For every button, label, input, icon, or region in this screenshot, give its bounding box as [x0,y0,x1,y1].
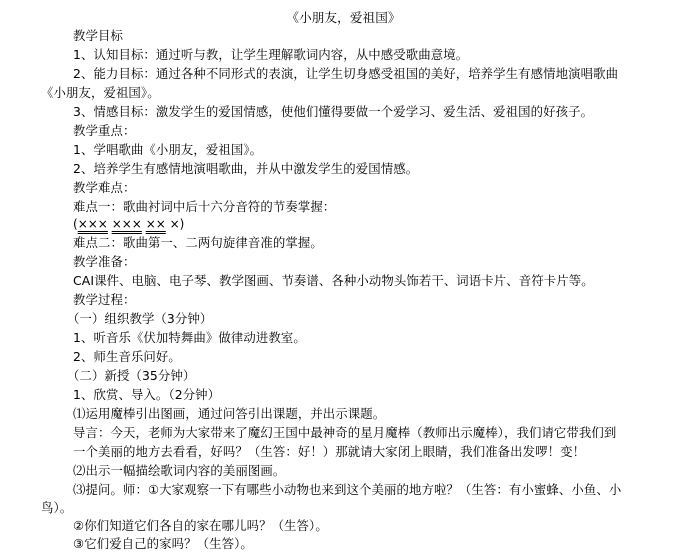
substep-3-cont: 鸟）。 [41,500,73,515]
heading-objectives: 教学目标 [73,28,123,43]
rhythm-open: ( [73,217,78,231]
new-lesson-step-1: 1、欣赏、导入。（2分钟） [73,387,221,402]
rhythm-group-1: ××× [77,217,108,231]
organize-step-1: 1、听音乐《伏加特舞曲》做律动进教室。 [73,330,306,345]
section-organize: （一）组织教学（3分钟） [67,311,213,326]
substep-1: ⑴运用魔棒引出图画，通过问答引出课题，并出示课题。 [73,406,386,421]
question-3: ③它们爱自己的家吗？（生答）。 [73,536,253,551]
heading-key-points: 教学重点： [73,123,136,138]
difficulty-2: 难点二：歌曲第一、二两句旋律音准的掌握。 [73,235,323,250]
question-2: ②你们知道它们各自的家在哪儿吗？（生答）。 [73,518,328,533]
key-point-1: 1、学唱歌曲《小朋友，爱祖国》。 [73,142,263,157]
rhythm-group-3: ×× [145,217,166,231]
preparation-list: CAI课件、电脑、电子琴、教学图画、节奏谱、各种小动物头饰若干、词语卡片、音符卡片等。 [73,273,594,288]
substep-2: ⑵出示一幅描绘歌词内容的美丽图画。 [73,463,286,478]
heading-process: 教学过程： [73,292,136,307]
difficulty-1: 难点一：歌曲衬词中后十六分音符的节奏掌握： [73,199,336,214]
objective-cognitive: 1、认知目标：通过听与教，让学生理解歌词内容，从中感受歌曲意境。 [73,47,469,62]
rhythm-group-2: ××× [111,217,142,231]
intro-line-2: 一个美丽的地方去看看，好吗？（生答：好！）那就请大家闭上眼睛，我们准备出发啰！变！ [73,444,586,459]
rhythm-tail: ×) [169,217,185,231]
organize-step-2: 2、师生音乐问好。 [73,349,181,364]
key-point-2: 2、培养学生有感情地演唱歌曲，并从中激发学生的爱国情感。 [73,161,419,176]
substep-3: ⑶提问。师：①大家观察一下有哪些小动物也来到这个美丽的地方啦？（生答：有小蜜蜂、小鱼、小 [73,482,622,497]
heading-preparation: 教学准备： [73,254,136,269]
section-new-lesson: （二）新授（35分钟） [67,368,196,383]
objective-ability: 2、能力目标：通过各种不同形式的表演，让学生切身感受祖国的美好，培养学生有感情地演唱歌曲 [73,66,619,81]
heading-difficulties: 教学难点： [73,180,136,195]
rhythm-notation [73,216,184,232]
intro-line-1: 导言：今天，老师为大家带来了魔幻王国中最神奇的星月魔棒（教师出示魔棒），我们请它带我们到 [73,425,617,440]
objective-emotion: 3、情感目标：激发学生的爱国情感，使他们懂得要做一个爱学习、爱生活、爱祖国的好孩子。 [73,104,594,119]
document-title: 《小朋友，爱祖国》 [286,10,401,25]
objective-ability-cont: 《小朋友，爱祖国》。 [41,85,160,100]
